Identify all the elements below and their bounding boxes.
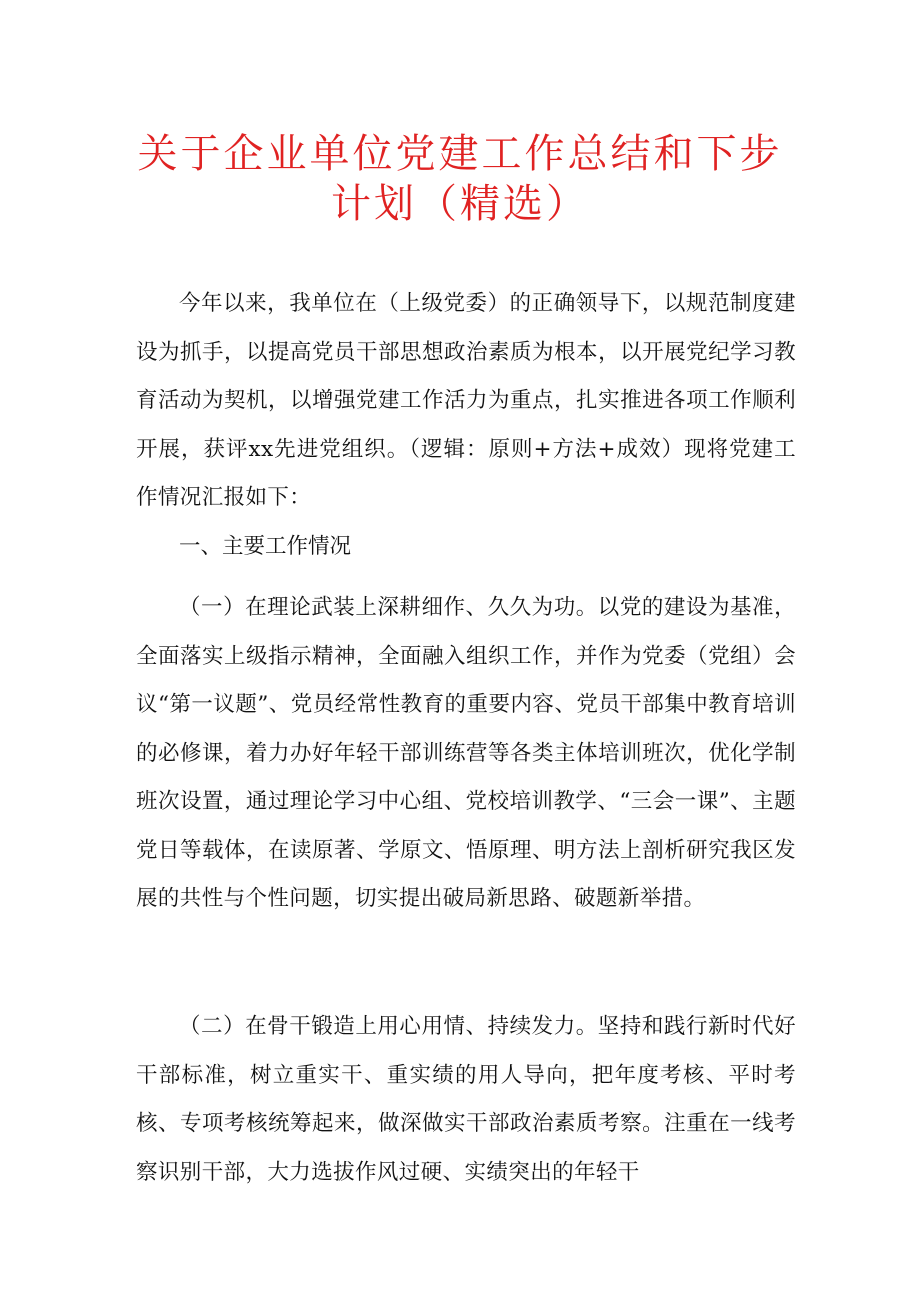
paragraph-item-1: （一）在理论武装上深耕细作、久久为功。以党的建设为基准，全面落实上级指示精神，全面融入组织工作，并作为党委（党组）会议“第一议题”、党员经常性教育的重要内容、党员干部集中教育培训的必修课，着力办好年轻干部训练营等各类主体培训班次，优化学制班次设置，通过理论学习中心组、党校培训教学、“三会一课”、主题党日等载体，在读原著、学原文、悟原理、明方法上剖析研究我区发展的共性与个性问题，切实提出破局新思路、破题新举措。 bbox=[136, 595, 796, 911]
section-heading-main-work: 一、主要工作情况 bbox=[179, 534, 352, 559]
paragraph-item-2: （二）在骨干锻造上用心用情、持续发力。坚持和践行新时代好干部标准，树立重实干、重实绩的用人导向，把年度考核、平时考核、专项考核统筹起来，做深做实干部政治素质考察。注重在一线考察识别干部，大力选拔作风过硬、实绩突出的年轻干 bbox=[136, 1014, 796, 1185]
document-title-line-2: 计划（精选） bbox=[331, 181, 589, 227]
intro-paragraph: 今年以来，我单位在（上级党委）的正确领导下，以规范制度建设为抓手，以提高党员干部思想政治素质为根本，以开展党纪学习教育活动为契机，以增强党建工作活力为重点，扎实推进各项工作顺利开展，获评xx先进党组织。（逻辑：原则+方法+成效）现将党建工作情况汇报如下： bbox=[136, 291, 796, 510]
document-title-line-1: 关于企业单位党建工作总结和下步 bbox=[137, 131, 783, 177]
